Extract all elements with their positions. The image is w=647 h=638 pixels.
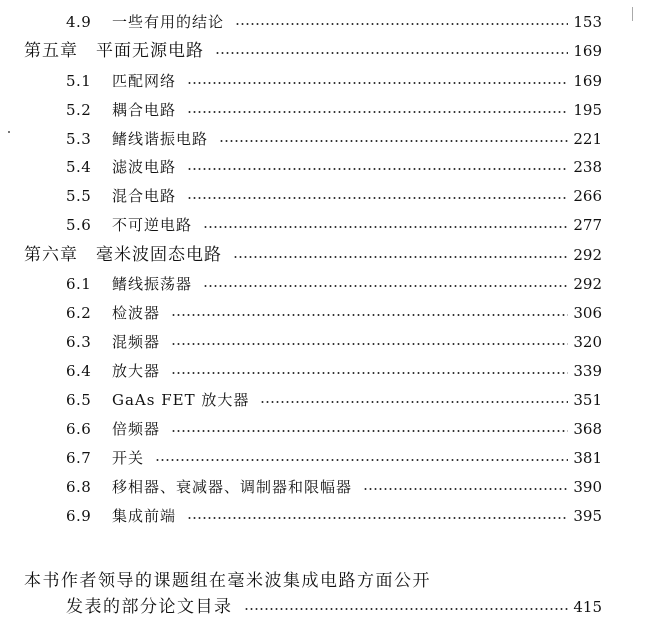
toc-entry-6-9 [66, 505, 602, 527]
page-number: 277 [573, 216, 602, 234]
section-title: 开关 [112, 449, 145, 467]
toc-entry-5-3 [66, 128, 602, 150]
dot-leader [203, 226, 568, 228]
section-title: 匹配网络 [112, 72, 177, 90]
section-number: 4.9 [66, 13, 92, 31]
toc-entry-6-3 [66, 331, 602, 353]
dot-leader [233, 256, 568, 258]
dot-leader [187, 197, 568, 199]
page-number: 415 [573, 598, 602, 616]
page-number: 169 [573, 42, 602, 60]
dot-leader [171, 430, 568, 432]
section-number: 5.6 [66, 216, 92, 234]
section-title: 集成前端 [112, 507, 177, 525]
section-number: 6.8 [66, 478, 92, 496]
page-number: 368 [573, 420, 602, 438]
toc-entry-5-2 [66, 99, 602, 121]
section-title: 鳍线谐振电路 [112, 130, 209, 148]
page-number: 306 [573, 304, 602, 322]
section-title: 混合电路 [112, 187, 177, 205]
section-title: 倍频器 [112, 420, 161, 438]
section-number: 6.9 [66, 507, 92, 525]
section-title: 混频器 [112, 333, 161, 351]
section-number: 6.2 [66, 304, 92, 322]
appendix-title-line2: 发表的部分论文目录 [66, 597, 233, 617]
chapter-title: 毫米波固态电路 [96, 245, 222, 265]
toc-entry-6-8 [66, 476, 602, 498]
toc-entry-5-4 [66, 156, 602, 178]
toc-entry-6-1 [66, 273, 602, 295]
toc-entry-5-5 [66, 185, 602, 207]
section-title: 检波器 [112, 304, 161, 322]
page-number: 221 [573, 130, 602, 148]
scan-mark [632, 7, 633, 21]
toc-entry-4-9 [66, 11, 602, 33]
page-number: 381 [573, 449, 602, 467]
toc-chapter-6 [24, 244, 602, 266]
page-number: 153 [573, 13, 602, 31]
toc-entry-5-6 [66, 214, 602, 236]
toc-entry-6-5 [66, 389, 602, 411]
dot-leader [171, 343, 568, 345]
page-number: 238 [573, 158, 602, 176]
section-title: 一些有用的结论 [112, 13, 225, 31]
section-number: 5.4 [66, 158, 92, 176]
dot-leader [171, 314, 568, 316]
section-title: GaAs FET 放大器 [112, 391, 250, 409]
section-title: 滤波电路 [112, 158, 177, 176]
section-title: 放大器 [112, 362, 161, 380]
section-number: 5.1 [66, 72, 92, 90]
chapter-label: 第五章 [24, 41, 78, 61]
dot-leader [187, 168, 568, 170]
page-number: 395 [573, 507, 602, 525]
appendix-title-line1: 本书作者领导的课题组在毫米波集成电路方面公开 [24, 571, 431, 591]
dot-leader [187, 517, 568, 519]
page-number: 320 [573, 333, 602, 351]
section-number: 6.4 [66, 362, 92, 380]
toc-entry-6-4 [66, 360, 602, 382]
page-number: 390 [573, 478, 602, 496]
dot-leader [244, 608, 569, 610]
section-number: 5.2 [66, 101, 92, 119]
toc-entry-6-2 [66, 302, 602, 324]
section-title: 不可逆电路 [112, 216, 193, 234]
toc-chapter-5 [24, 40, 602, 62]
section-title: 移相器、衰减器、调制器和限幅器 [112, 478, 353, 496]
section-number: 6.6 [66, 420, 92, 438]
section-number: 5.3 [66, 130, 92, 148]
page-number: 195 [573, 101, 602, 119]
dot-leader [187, 111, 568, 113]
chapter-title: 平面无源电路 [96, 41, 204, 61]
dot-leader [155, 459, 568, 461]
dot-leader [235, 23, 568, 25]
toc-entry-6-6 [66, 418, 602, 440]
page-number: 339 [573, 362, 602, 380]
toc-entry-appendix [66, 596, 602, 618]
section-number: 5.5 [66, 187, 92, 205]
scan-speck [8, 131, 10, 133]
section-number: 6.7 [66, 449, 92, 467]
chapter-label: 第六章 [24, 245, 78, 265]
section-title: 鳍线振荡器 [112, 275, 193, 293]
dot-leader [260, 401, 568, 403]
dot-leader [363, 488, 568, 490]
section-title: 耦合电路 [112, 101, 177, 119]
page-number: 266 [573, 187, 602, 205]
page-number: 351 [573, 391, 602, 409]
page-number: 292 [573, 275, 602, 293]
section-number: 6.1 [66, 275, 92, 293]
dot-leader [171, 372, 568, 374]
dot-leader [219, 140, 568, 142]
page-number: 169 [573, 72, 602, 90]
dot-leader [215, 52, 568, 54]
dot-leader [203, 285, 568, 287]
section-number: 6.5 [66, 391, 92, 409]
toc-entry-5-1 [66, 70, 602, 92]
section-number: 6.3 [66, 333, 92, 351]
page-number: 292 [573, 246, 602, 264]
dot-leader [187, 82, 568, 84]
toc-entry-6-7 [66, 447, 602, 469]
